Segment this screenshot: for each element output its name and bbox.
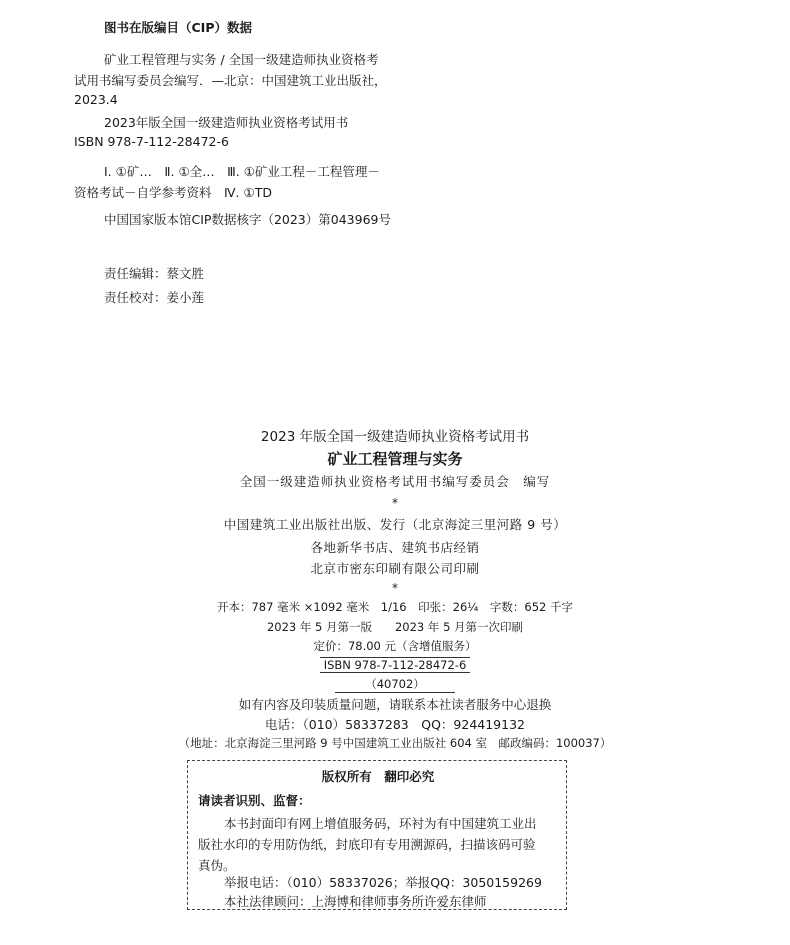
series-title: 2023 年版全国一级建造师执业资格考试用书: [260, 429, 530, 445]
cip-line: 2023.4: [74, 92, 118, 107]
cip-classification: Ⅰ. ①矿… Ⅱ. ①全… Ⅲ. ①矿业工程－工程管理－: [104, 164, 380, 179]
copyright-body-line: 本书封面印有网上增值服务码，环衬为有中国建筑工业出: [224, 816, 537, 831]
copyright-title: 版权所有 翻印必究: [321, 769, 435, 784]
service-line: 如有内容及印装质量问题，请联系本社读者服务中心退换: [238, 697, 552, 712]
cip-line: 矿业工程管理与实务 / 全国一级建造师执业资格考: [104, 52, 379, 67]
separator-star: *: [392, 581, 398, 595]
cip-line: 2023年版全国一级建造师执业资格考试用书: [104, 115, 349, 130]
report-line: 举报电话：（010）58337026；举报QQ：3050159269: [224, 875, 542, 890]
distributor-line: 各地新华书店、建筑书店经销: [310, 540, 480, 555]
cip-heading: 图书在版编目（CIP）数据: [104, 20, 252, 35]
phone-line: 电话：（010）58337283 QQ：924419132: [265, 717, 525, 732]
address-line: （地址：北京海淀三里河路 9 号中国建筑工业出版社 604 室 邮政编码：100037）: [178, 736, 612, 750]
price-line: 定价：78.00 元（含增值服务）: [313, 639, 477, 653]
responsible-proofreader: 责任校对：姜小莲: [104, 290, 205, 305]
attention-line: 请读者识别、监督：: [198, 793, 311, 808]
lawyer-line: 本社法律顾问：上海博和律师事务所许爱东律师: [224, 894, 487, 909]
cip-record-number: 中国国家版本馆CIP数据核字（2023）第043969号: [104, 212, 391, 227]
printer-line: 北京市密东印刷有限公司印刷: [310, 561, 480, 576]
edition-line: 2023 年 5 月第一版 2023 年 5 月第一次印刷: [266, 620, 524, 634]
copyright-body-line: 版社水印的专用防伪纸，封底印有专用溯源码，扫描该码可验: [198, 837, 536, 852]
responsible-editor: 责任编辑：蔡文胜: [104, 266, 205, 281]
copyright-body-line: 真伪。: [198, 858, 236, 873]
publisher-line: 中国建筑工业出版社出版、发行（北京海淀三里河路 9 号）: [223, 517, 567, 532]
cip-isbn: ISBN 978-7-112-28472-6: [74, 134, 229, 149]
book-title: 矿业工程管理与实务: [327, 450, 463, 468]
isbn-line: ISBN 978-7-112-28472-6: [320, 657, 471, 673]
cip-classification: 资格考试－自学参考资料 Ⅳ. ①TD: [74, 185, 272, 200]
copyright-box: [187, 760, 567, 910]
author-line: 全国一级建造师执业资格考试用书编写委员会 编写: [239, 474, 551, 489]
cip-line: 试用书编写委员会编写．—北京：中国建筑工业出版社，: [74, 73, 387, 88]
separator-star: *: [392, 496, 398, 510]
book-code: （40702）: [335, 676, 455, 693]
format-line: 开本：787 毫米 ×1092 毫米 1/16 印张：26¼ 字数：652 千字: [216, 600, 574, 614]
